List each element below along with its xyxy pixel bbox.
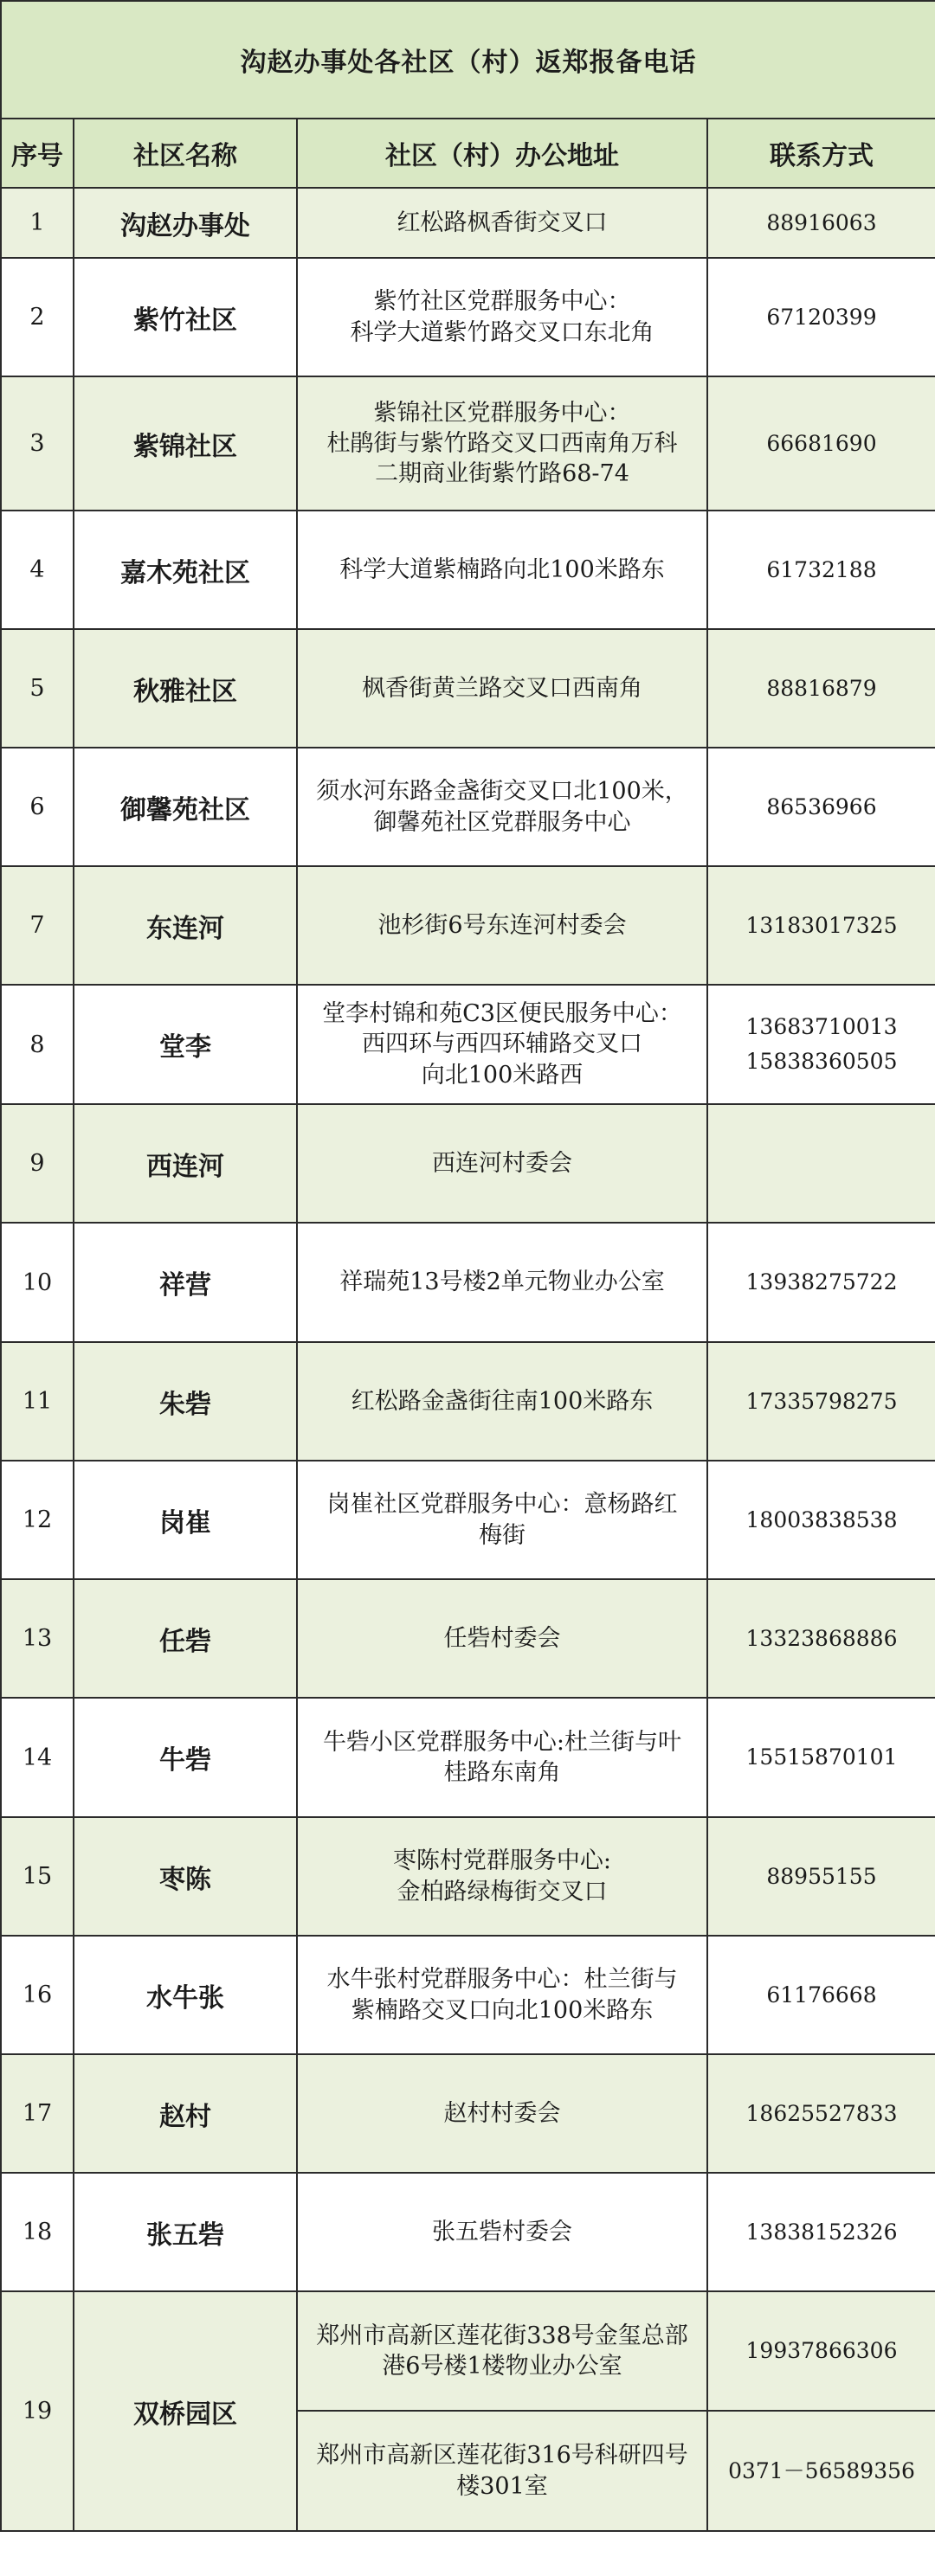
- community-name: [74, 376, 297, 511]
- office-address: [297, 1579, 707, 1698]
- row-number-line: 12: [22, 1506, 53, 1533]
- contact-phone-line: 88916063: [766, 209, 877, 235]
- row-number: [1, 1342, 74, 1461]
- community-name: [74, 1579, 297, 1698]
- office-address-line: 红松路枫香街交叉口: [397, 209, 608, 236]
- table-row: [1, 1817, 935, 1936]
- community-name: [74, 2173, 297, 2291]
- row-number-line: 5: [29, 675, 45, 702]
- community-name-line: 张五砦: [146, 2219, 224, 2251]
- community-name: [74, 629, 297, 748]
- office-address-line: 楼301室: [456, 2472, 548, 2500]
- office-address: [297, 748, 707, 866]
- contact-phone-line: 0371－56589356: [728, 2457, 915, 2483]
- office-address-line: 红松路金盏街往南100米路东: [351, 1387, 654, 1415]
- row-number-line: 16: [22, 1982, 53, 2008]
- table-row: [1, 2054, 935, 2173]
- row-number: [1, 1817, 74, 1936]
- contact-phone: [707, 258, 935, 376]
- contact-phone-line: 61732188: [766, 556, 877, 582]
- row-number: [1, 866, 74, 985]
- contact-phone: [707, 511, 935, 629]
- row-number-line: 8: [29, 1031, 45, 1058]
- contact-phone: [707, 1461, 935, 1579]
- office-address-line: 金柏路绿梅街交叉口: [397, 1878, 608, 1905]
- contact-phone: [707, 866, 935, 985]
- office-address-line: 郑州市高新区莲花街338号金玺总部: [316, 2322, 688, 2349]
- table-title: 沟赵办事处各社区（村）返郑报备电话: [1, 1, 935, 119]
- office-address: [297, 511, 707, 629]
- table-row: [1, 748, 935, 866]
- table-row: [1, 2173, 935, 2291]
- row-number: [1, 1698, 74, 1817]
- table-row: [1, 1698, 935, 1817]
- contact-phone: [707, 1698, 935, 1817]
- table-row: [1, 629, 935, 748]
- office-address: [297, 2054, 707, 2173]
- community-name: [74, 2054, 297, 2173]
- contact-phone: [707, 1104, 935, 1223]
- community-name: [74, 1223, 297, 1342]
- contact-phone-line: 13838152326: [745, 2219, 898, 2245]
- community-name: [74, 1461, 297, 1579]
- community-name: [74, 866, 297, 985]
- contact-phone-line: 19937866306: [745, 2338, 898, 2363]
- office-address-line: 紫楠路交叉口向北100米路东: [351, 1996, 654, 2024]
- contact-phone-line: 67120399: [766, 304, 877, 330]
- office-address-line: 紫竹社区党群服务中心：: [373, 288, 631, 316]
- office-address-line: 科学大道紫竹路交叉口东北角: [350, 318, 654, 346]
- contact-phone: [707, 1342, 935, 1461]
- contact-phone: [707, 985, 935, 1104]
- contact-phone: [707, 376, 935, 511]
- office-address: [297, 258, 707, 376]
- contact-phone: [707, 1223, 935, 1342]
- community-name: [74, 2291, 297, 2531]
- row-number: [1, 1936, 74, 2054]
- community-name-line: 任砦: [159, 1626, 211, 1657]
- community-name: [74, 258, 297, 376]
- contact-phone-line: 15515870101: [745, 1744, 898, 1770]
- contact-phone: [707, 2411, 935, 2531]
- community-name-line: 赵村: [159, 2101, 211, 2132]
- table-row: [1, 1342, 935, 1461]
- community-name-line: 朱砦: [159, 1389, 211, 1420]
- community-name-line: 紫竹社区: [133, 305, 237, 336]
- table-row: [1, 2291, 935, 2411]
- office-address: [297, 1461, 707, 1579]
- office-address-line: 张五砦村委会: [432, 2218, 572, 2245]
- community-name: [74, 985, 297, 1104]
- office-address: [297, 1817, 707, 1936]
- office-address-line: 堂李村锦和苑C3区便民服务中心：: [322, 1000, 682, 1028]
- office-address-line: 科学大道紫楠路向北100米路东: [339, 556, 665, 583]
- row-number-line: 3: [29, 430, 45, 457]
- office-address: [297, 866, 707, 985]
- row-number: [1, 1579, 74, 1698]
- row-number-line: 6: [29, 793, 45, 820]
- community-name: [74, 511, 297, 629]
- row-number-line: 15: [22, 1863, 53, 1890]
- header-no: 序号: [1, 119, 74, 188]
- office-address-line: 西四环与西四环辅路交叉口: [362, 1031, 642, 1058]
- contact-phone: [707, 1936, 935, 2054]
- office-address: [297, 985, 707, 1104]
- row-number-line: 10: [22, 1269, 53, 1296]
- community-name: [74, 1104, 297, 1223]
- table-row: [1, 866, 935, 985]
- table-row: [1, 1461, 935, 1579]
- community-name-line: 枣陈: [159, 1864, 211, 1895]
- row-number: [1, 2173, 74, 2291]
- community-name-line: 东连河: [146, 913, 224, 944]
- community-name-line: 紫锦社区: [133, 431, 237, 462]
- contact-phone-line: 18625527833: [745, 2100, 898, 2126]
- office-address-line: 任砦村委会: [443, 1624, 561, 1652]
- contact-phone: [707, 1817, 935, 1936]
- office-address: [297, 1104, 707, 1223]
- header-name: 社区名称: [74, 119, 297, 188]
- office-address: [297, 2411, 707, 2531]
- office-address-line: 港6号楼1楼物业办公室: [382, 2353, 622, 2380]
- row-number: [1, 258, 74, 376]
- office-address-line: 向北100米路西: [421, 1061, 584, 1089]
- community-name: [74, 1698, 297, 1817]
- contact-phone-line: 17335798275: [745, 1388, 898, 1414]
- contact-phone: [707, 2291, 935, 2411]
- office-address: [297, 1342, 707, 1461]
- table-row: [1, 258, 935, 376]
- row-number: [1, 2054, 74, 2173]
- row-number: [1, 511, 74, 629]
- row-number-line: 2: [29, 304, 45, 331]
- row-number: [1, 629, 74, 748]
- row-number-line: 13: [22, 1625, 53, 1652]
- row-number-line: 11: [22, 1388, 53, 1415]
- office-address: [297, 376, 707, 511]
- row-number: [1, 1223, 74, 1342]
- row-number: [1, 376, 74, 511]
- office-address: [297, 2173, 707, 2291]
- community-name-line: 水牛张: [146, 1982, 224, 2014]
- community-name-line: 祥营: [159, 1270, 211, 1301]
- table-row: [1, 1104, 935, 1223]
- office-address: [297, 1698, 707, 1817]
- row-number-line: 19: [22, 2398, 53, 2425]
- office-address-line: 池杉街6号东连河村委会: [377, 911, 627, 939]
- office-address-line: 牛砦小区党群服务中心:杜兰街与叶: [322, 1728, 682, 1756]
- contact-phone-line: 66681690: [766, 430, 877, 456]
- contact-phone-line: 13323868886: [745, 1625, 898, 1651]
- community-name: [74, 188, 297, 258]
- office-address-line: 二期商业街紫竹路68-74: [375, 460, 629, 488]
- office-address: [297, 1936, 707, 2054]
- row-number: [1, 748, 74, 866]
- community-name-line: 岗崔: [159, 1507, 211, 1539]
- office-address-line: 桂路东南角: [443, 1759, 561, 1786]
- contact-phone: [707, 2054, 935, 2173]
- table-row: [1, 1223, 935, 1342]
- community-name: [74, 1342, 297, 1461]
- office-address-line: 赵村村委会: [443, 2099, 561, 2127]
- row-number-line: 17: [22, 2100, 53, 2127]
- contact-phone-line: 13183017325: [745, 912, 898, 938]
- office-address-line: 岗崔社区党群服务中心：意杨路红: [326, 1491, 678, 1519]
- office-address-line: 水牛张村党群服务中心：杜兰街与: [326, 1966, 678, 1994]
- contact-phone-line: 13938275722: [745, 1269, 898, 1294]
- contact-phone-line: 15838360505: [745, 1049, 898, 1074]
- table-row: [1, 985, 935, 1104]
- header-address: 社区（村）办公地址: [297, 119, 707, 188]
- contact-phone: [707, 629, 935, 748]
- table-body: [1, 188, 935, 2531]
- contact-phone: [707, 2173, 935, 2291]
- header-contact: 联系方式: [707, 119, 935, 188]
- table-row: [1, 376, 935, 511]
- office-address-line: 枣陈村党群服务中心:: [392, 1847, 612, 1875]
- community-name-line: 秋雅社区: [133, 676, 237, 707]
- contact-phone: [707, 1579, 935, 1698]
- community-name-line: 堂李: [159, 1032, 211, 1063]
- contact-phone-line: 61176668: [766, 1982, 877, 2007]
- office-address: [297, 188, 707, 258]
- row-number-line: 9: [29, 1150, 45, 1177]
- community-name-line: 嘉木苑社区: [120, 557, 250, 588]
- community-name-line: 沟赵办事处: [120, 210, 250, 241]
- contact-phone-line: 18003838538: [745, 1506, 898, 1532]
- office-address-line: 御馨苑社区党群服务中心: [373, 808, 631, 836]
- row-number-line: 18: [22, 2219, 53, 2245]
- community-name: [74, 1817, 297, 1936]
- row-number-line: 7: [29, 912, 45, 939]
- office-address-line: 梅街: [479, 1521, 526, 1549]
- contact-phone-line: 88816879: [766, 675, 877, 701]
- row-number: [1, 2291, 74, 2531]
- community-name: [74, 748, 297, 866]
- community-name-line: 西连河: [146, 1151, 224, 1182]
- office-address-line: 西连河村委会: [432, 1149, 572, 1177]
- office-address-line: 祥瑞苑13号楼2单元物业办公室: [339, 1269, 665, 1296]
- contact-phone: [707, 188, 935, 258]
- office-address: [297, 1223, 707, 1342]
- office-address-line: 枫香街黄兰路交叉口西南角: [362, 674, 642, 702]
- office-address: [297, 629, 707, 748]
- office-address: [297, 2291, 707, 2411]
- contact-phone: [707, 748, 935, 866]
- community-name-line: 双桥园区: [133, 2399, 237, 2430]
- contact-phone-line: 13683710013: [745, 1014, 898, 1039]
- office-address-line: 须水河东路金盏街交叉口北100米，: [316, 778, 688, 806]
- office-address-line: 紫锦社区党群服务中心：: [373, 399, 631, 427]
- row-number: [1, 188, 74, 258]
- community-name-line: 牛砦: [159, 1745, 211, 1776]
- row-number: [1, 1461, 74, 1579]
- table-row: [1, 1579, 935, 1698]
- table-row: [1, 188, 935, 258]
- table-row: [1, 1936, 935, 2054]
- office-address-line: 郑州市高新区莲花街316号科研四号: [316, 2442, 688, 2470]
- community-name: [74, 1936, 297, 2054]
- office-address-line: 杜鹃街与紫竹路交叉口西南角万科: [326, 429, 678, 457]
- community-name-line: 御馨苑社区: [120, 794, 250, 825]
- row-number-line: 1: [29, 209, 45, 236]
- row-number: [1, 1104, 74, 1223]
- contact-phone-line: 86536966: [766, 793, 877, 819]
- row-number-line: 14: [22, 1744, 53, 1771]
- contact-phone-line: 88955155: [766, 1863, 877, 1889]
- row-number: [1, 985, 74, 1104]
- row-number-line: 4: [29, 556, 45, 583]
- table-row: [1, 511, 935, 629]
